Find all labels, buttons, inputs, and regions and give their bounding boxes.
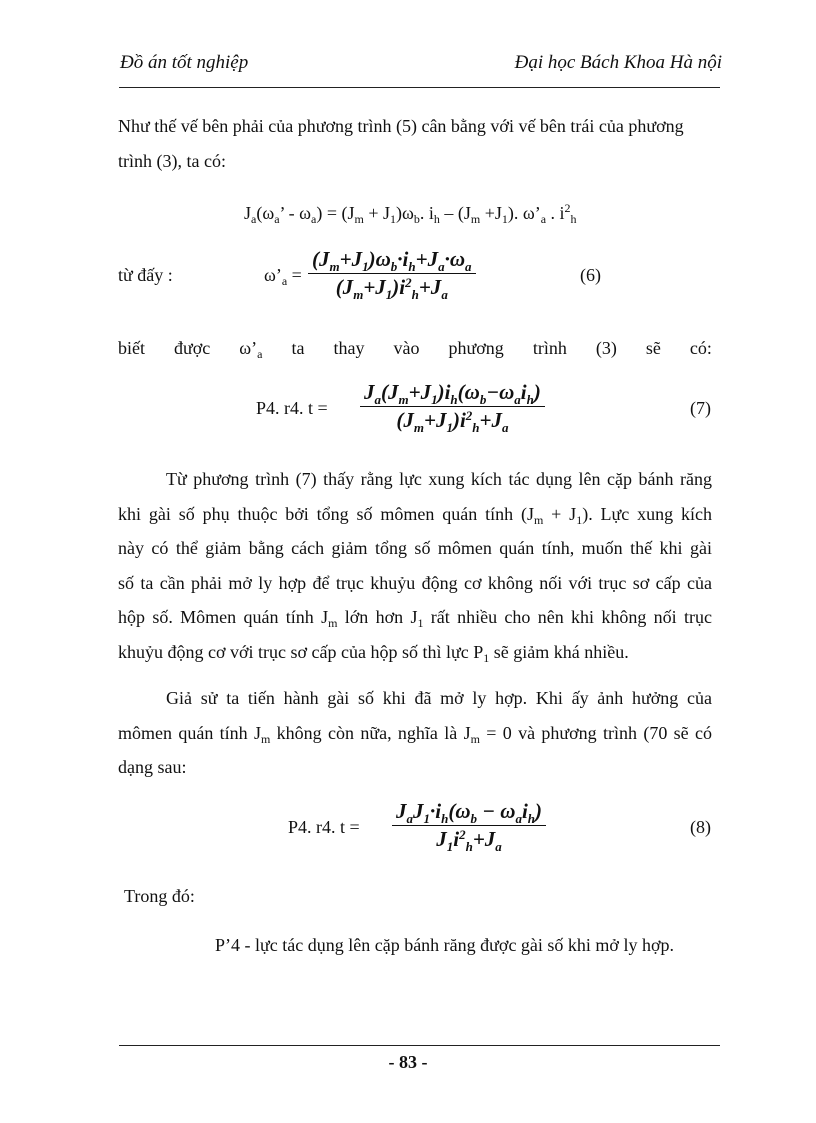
known-line: biết được $\omega’_a$ ta thay vào phương trình (3) sẽ có: <box>118 338 712 361</box>
paragraph-2: Giả sử ta tiến hành gài số khi đã mở ly hợp. Khi ấy ảnh hưởng của mômen quán tính $J_m$ không còn nữa, nghĩa là $J_m = 0$ và phương trình (70 sẽ có dạng sau: <box>118 688 712 777</box>
eq7-numerator: $J_a(J_m+J_1)i_h(\omega_b-\omega_ai_h)$ <box>360 380 545 407</box>
eq6-numerator: $(J_m+J_1)\omega_b\cdot i_h+J_a\cdot\omega_a$ <box>308 247 476 274</box>
eq6-lhs: $\omega’_a$ = <box>264 265 302 288</box>
eq6-label: từ đấy : <box>118 265 173 285</box>
eq8-lhs: P4. r4. t = <box>288 817 360 837</box>
footer-rule <box>119 1045 720 1046</box>
eq7-denominator: $(J_m+J_1)i^2_h+J_a$ <box>396 408 509 435</box>
header-right: Đại học Bách Khoa Hà nội <box>514 52 722 73</box>
eq8-fraction <box>392 799 546 852</box>
header-left: Đồ án tốt nghiệp <box>120 52 249 73</box>
eq6-denominator: $(J_m+J_1)i^2_h+J_a$ <box>335 275 448 302</box>
page-number: - 83 - <box>388 1052 428 1072</box>
eq7-number: (7) <box>690 398 711 418</box>
intro-line-1: Như thế vế bên phải của phương trình (5) cân bằng với vế bên trái của phương <box>118 116 684 136</box>
where-label: Trong đó: <box>124 886 195 906</box>
definition-p4: P’4 - lực tác dụng lên cặp bánh răng được gài số khi mở ly hợp. <box>215 935 674 955</box>
eq6-number: (6) <box>580 265 601 285</box>
paragraph-1: Từ phương trình (7) thấy rằng lực xung kích tác dụng lên cặp bánh răng khi gài số phụ thuộc bởi tổng số mômen quán tính $(J_m + J_1)$. Lực xung kích này có thể giảm bằng cách giảm tổng số mômen quán tính, muốn thế khi gài số ta cần phải mở ly hợp để trục khuỷu động cơ không nối với trục sơ cấp của hộp số. Mômen quán tính $J_m$ lớn hơn $J_1$ rất nhiều cho nên khi không nối trục khuỷu động cơ với trục sơ cấp của hộp số thì lực $P_1$ sẽ giảm khá nhiều. <box>118 469 713 665</box>
eq7-fraction <box>360 380 545 433</box>
eq8-denominator: $J_1i^2_h+J_a$ <box>436 827 502 854</box>
eq6-fraction <box>308 247 476 300</box>
header-rule <box>119 87 720 88</box>
eq7-lhs: P4. r4. t = <box>256 398 328 418</box>
equation-balance: $J_a(\omega_a$’ - $\omega_a) = (J_m + J_1)\omega_b$. $i_h - (J_m +J_1)$. $\omega’_a$ . $i^2_h$ <box>244 201 577 226</box>
eq8-numerator: $J_aJ_1\cdot i_h(\omega_b - \omega_ai_h)$ <box>392 799 546 826</box>
intro-line-2: trình (3), ta có: <box>118 151 226 171</box>
eq8-number: (8) <box>690 817 711 837</box>
